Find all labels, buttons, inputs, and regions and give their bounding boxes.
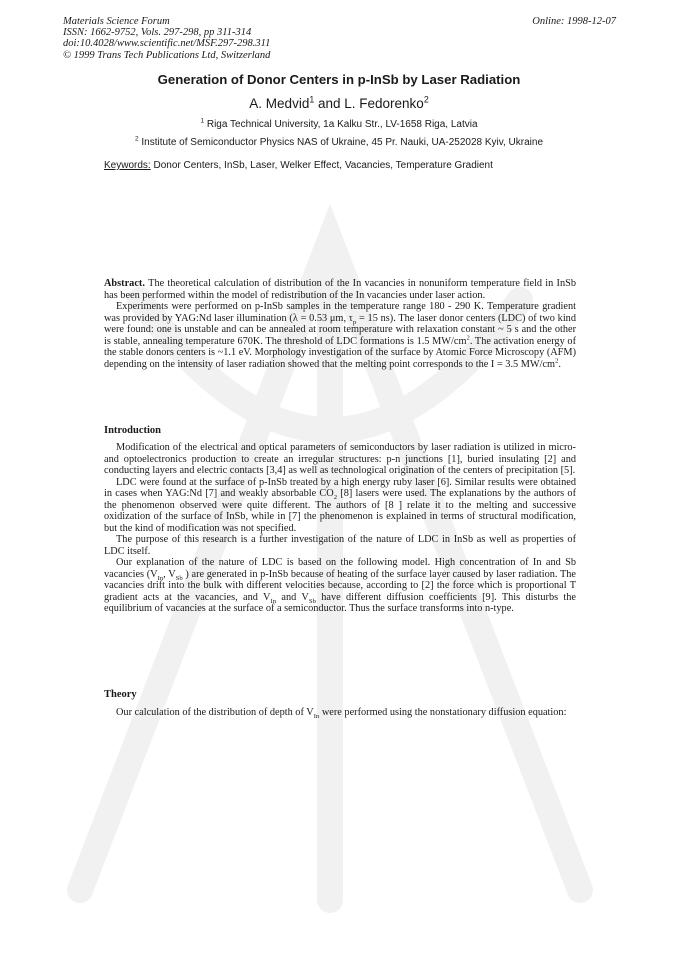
abstract-sup-1: 2: [466, 334, 470, 342]
intro-sub-3: In: [270, 597, 277, 605]
abstract-text-2c: . The activation energy of the stable donors centers is ~1.1 eV. Morphology investigation of the surface by Atomic Force Microscopy (AFM) depending on the intensity of laser radiation showed that the melting point corresponds to the I = 3.5 MW/cm: [104, 335, 577, 370]
intro-sub-2: Sb: [175, 574, 183, 582]
intro-sub-4: Sb: [308, 597, 316, 605]
intro-text-4e: have different diffusion coefficients [9]. This disturbs the equilibrium of vacancies at the surface of a semiconductor. Thus the surface transforms into n-type.: [104, 591, 577, 614]
online-date: Online: 1998-12-07: [532, 16, 616, 27]
intro-paragraph-1: Modification of the electrical and optical parameters of semiconductors by laser radiation is utilized in micro- and optoelectronics production to create an irregular structures: p-n junctions [1], buried insulating [2] and conducting layers and electric contacts [3,4] as well as technological origination of the centers of precipitation [5].: [104, 442, 576, 476]
intro-sub-co2: 2: [333, 494, 338, 502]
abstract-text-2a: Experiments were performed on p-InSb samples in the temperature range 180 - 290 K. Temperature gradient was provided by YAG:Nd laser illumination (λ = 0.53 μm, τ: [104, 301, 576, 324]
intro-text-4a: Our explanation of the nature of LDC is based on the following model. High concentration of In and Sb vacancies (V: [104, 557, 576, 580]
keywords-text: Donor Centers, InSb, Laser, Welker Effect, Vacancies, Temperature Gradient: [153, 160, 493, 171]
affiliation-1-mark: 1: [200, 117, 205, 125]
affiliation-2-text: Institute of Semiconductor Physics NAS of Ukraine, 45 Pr. Nauki, UA-252028 Kyiv, Ukraine: [141, 137, 544, 148]
introduction-heading: Introduction: [104, 425, 161, 436]
intro-text-2b: [8] lasers were used. The explanations by the authors of the phenomenon observed were quite different. The authors of [8 ] relate it to the melting and successive oxidization of the surface of InSb, while in [7] the phenomenon is explained in terms of structural modification, but the kind of modification was not specified.: [104, 488, 577, 534]
intro-sub-1: In: [157, 574, 164, 582]
intro-text-4b: , V: [163, 568, 176, 580]
issn-line: ISSN: 1662-9752, Vols. 297-298, pp 311-314: [63, 27, 252, 39]
author-join: and: [314, 96, 345, 111]
journal-name: Materials Science Forum: [63, 16, 170, 27]
journal-header: [63, 16, 270, 61]
intro-text-4d: and V: [276, 591, 309, 603]
author-1: A. Medvid: [249, 96, 310, 111]
theory-text-1a: Our calculation of the distribution of depth of V: [116, 707, 314, 718]
abstract: [104, 278, 576, 370]
abstract-text-2d: .: [558, 358, 561, 370]
affiliation-1-text: Riga Technical University, 1a Kalku Str., LV-1658 Riga, Latvia: [206, 119, 478, 130]
affiliation-1: [0, 119, 678, 130]
abstract-paragraph-2: [104, 301, 576, 370]
theory-text-1b: were performed using the nonstationary diffusion equation:: [319, 707, 567, 718]
keywords-label: Keywords:: [104, 160, 151, 171]
paper-title: Generation of Donor Centers in p-InSb by Laser Radiation: [157, 72, 521, 87]
intro-paragraph-4: [104, 557, 576, 615]
abstract-label: Abstract.: [104, 278, 145, 289]
abstract-text-1: The theoretical calculation of distribution of the In vacancies in nonuniform temperature field in InSb has been performed within the model of redistribution of the In vacancies under laser action.: [104, 278, 577, 301]
intro-paragraph-3: The purpose of this research is a further investigation of the nature of LDC in InSb as well as properties of LDC itself.: [104, 534, 576, 557]
abstract-sup-2: 2: [555, 357, 559, 365]
abstract-sub-p: p: [352, 318, 357, 326]
abstract-text-2b: = 15 ns). The laser donor centers (LDC) of two kind were found: one is unstable and can be annealed at room temperature with relaxation constant ~ 5 s and the other is stable, annealing temperature 670K. The threshold of LDC formations is 1.5 MW/cm: [104, 312, 576, 347]
copyright-line: © 1999 Trans Tech Publications Ltd, Switzerland: [63, 49, 271, 61]
author-2-mark: 2: [423, 94, 429, 105]
author-1-mark: 1: [309, 94, 315, 105]
author-2: L. Fedorenko: [344, 96, 424, 111]
intro-paragraph-2: [104, 477, 576, 535]
introduction-body: [104, 442, 576, 615]
author-line: [0, 96, 678, 111]
intro-text-2a: LDC were found at the surface of p-InSb treated by a high energy ruby laser [6]. Similar results were obtained in cases when YAG:Nd [7] and weakly absorbable CO: [104, 476, 576, 499]
doi-line[interactable]: doi:10.4028/www.scientific.net/MSF.297-298.311: [63, 38, 271, 50]
affiliation-2-mark: 2: [134, 135, 139, 143]
theory-heading: Theory: [104, 689, 137, 700]
affiliation-2: [0, 137, 678, 148]
theory-body: [104, 707, 576, 719]
theory-sub-in: In: [313, 713, 320, 721]
abstract-paragraph-1: [104, 278, 576, 301]
theory-paragraph-1: [104, 707, 576, 719]
keywords: [104, 160, 493, 171]
intro-text-4c: ) are generated in p-InSb because of heating of the surface layer caused by laser radiation. The vacancies drift into the bulk with different velocities because, according to [2] the force which is proportional T gradient acts at the vacancies, and V: [104, 568, 576, 603]
